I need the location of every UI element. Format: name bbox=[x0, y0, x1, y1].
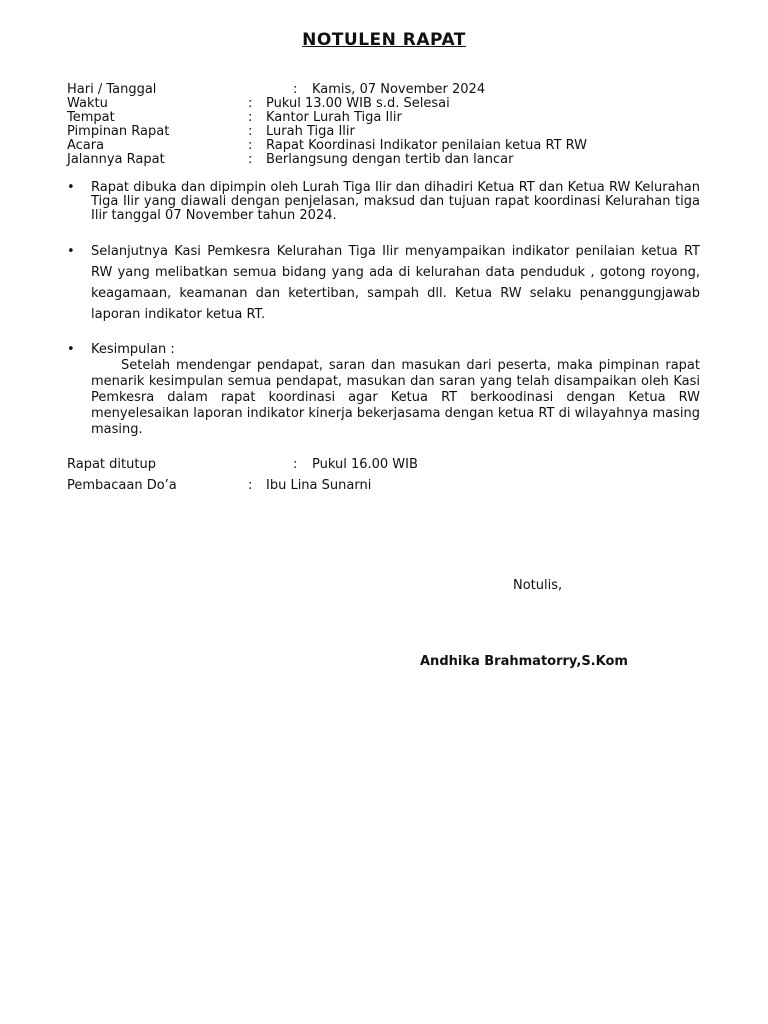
info-label: Tempat bbox=[67, 110, 115, 125]
bullet-text: Rapat dibuka dan dipimpin oleh Lurah Tiga Ilir dan dihadiri Ketua RT dan Ketua RW Kelurahan Tiga Ilir yang diawali dengan penjelasan, maksud dan tujuan rapat koordinasi Kelurahan tiga Ilir tanggal 07 November tahun 2024. bbox=[91, 180, 700, 223]
info-value: Rapat Koordinasi Indikator penilaian ketua RT RW bbox=[266, 138, 588, 153]
conclusion-heading: Kesimpulan : bbox=[91, 342, 175, 357]
meeting-info bbox=[67, 83, 707, 167]
info-label: Jalannya Rapat bbox=[67, 152, 165, 167]
info-value: Berlangsung dengan tertib dan lancar bbox=[266, 152, 514, 167]
info-label: Pimpinan Rapat bbox=[67, 124, 170, 139]
info-separator: : bbox=[248, 124, 253, 139]
info-row-agenda bbox=[67, 139, 707, 153]
closing-label: Rapat ditutup bbox=[67, 457, 156, 472]
info-separator: : bbox=[248, 152, 253, 167]
document-title: NOTULEN RAPAT bbox=[302, 30, 466, 50]
info-row-time bbox=[67, 97, 707, 111]
info-separator: : bbox=[293, 82, 298, 97]
closing-value: Ibu Lina Sunarni bbox=[266, 478, 372, 493]
closing-value: Pukul 16.00 WIB bbox=[312, 457, 418, 472]
bullet-text: Selanjutnya Kasi Pemkesra Kelurahan Tiga Ilir menyampaikan indikator penilaian ketua RT RW yang melibatkan semua bidang yang ada di kelurahan data penduduk , gotong royong, keagamaan, keamanan dan ketertiban, sampah dll. Ketua RW selaku penanggungjawab laporan indikator ketua RT. bbox=[91, 244, 700, 322]
info-value: Kamis, 07 November 2024 bbox=[312, 82, 486, 97]
info-separator: : bbox=[248, 110, 253, 125]
closing-label: Pembacaan Do’a bbox=[67, 478, 177, 493]
info-row-date bbox=[67, 83, 707, 97]
bullet-item-indicator bbox=[67, 241, 700, 325]
info-value: Pukul 13.00 WIB s.d. Selesai bbox=[266, 96, 450, 111]
info-value: Lurah Tiga Ilir bbox=[266, 124, 355, 139]
bullet-icon: • bbox=[67, 180, 75, 195]
info-label: Hari / Tanggal bbox=[67, 82, 157, 97]
info-label: Waktu bbox=[67, 96, 108, 111]
info-value: Kantor Lurah Tiga Ilir bbox=[266, 110, 402, 125]
info-separator: : bbox=[248, 96, 253, 111]
conclusion-text: Setelah mendengar pendapat, saran dan masukan dari peserta, maka pimpinan rapat menarik kesimpulan semua pendapat, masukan dan saran yang telah disampaikan oleh Kasi Pemkesra dalam rapat koordinasi agar Ketua RT berkoodinasi dengan Ketua RW menyelesaikan laporan indikator kinerja bekerjasama dengan ketua RT di wilayahnya masing masing. bbox=[91, 358, 700, 437]
closing-separator: : bbox=[248, 478, 253, 493]
bullet-icon: • bbox=[67, 244, 75, 259]
info-label: Acara bbox=[67, 138, 105, 153]
conclusion-block bbox=[91, 342, 700, 438]
signature-name: Andhika Brahmatorry,S.Kom bbox=[420, 654, 628, 669]
info-row-place bbox=[67, 111, 707, 125]
info-separator: : bbox=[248, 138, 253, 153]
bullet-icon: • bbox=[67, 342, 75, 357]
signature-role: Notulis, bbox=[513, 578, 563, 593]
bullet-item-opening bbox=[67, 181, 700, 223]
bullet-item-conclusion bbox=[67, 342, 700, 438]
info-row-chair bbox=[67, 125, 707, 139]
closing-separator: : bbox=[293, 457, 298, 472]
info-row-proceedings bbox=[67, 153, 707, 167]
